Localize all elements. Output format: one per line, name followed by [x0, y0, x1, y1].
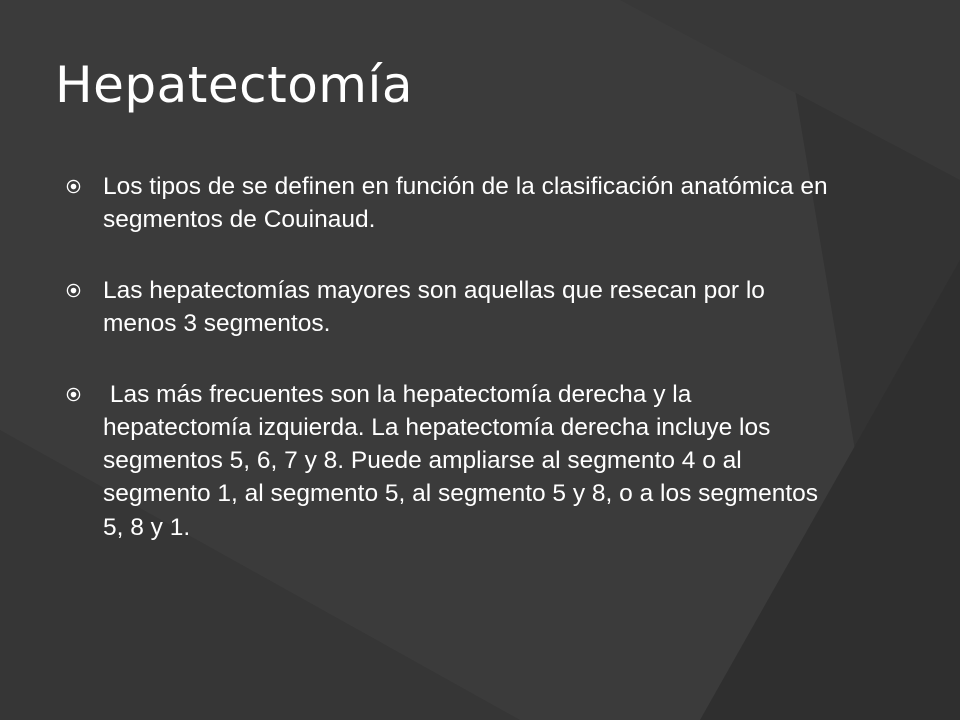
bullet-text: Las más frecuentes son la hepatectomía derecha y la hepatectomía izquierda. La hepatectomía derecha incluye los segmentos 5, 6, 7 y 8. Puede ampliarse al segmento 4 o al segmento 1, al segmento 5, al segmento 5 y 8, o a los segmentos 5, 8 y 1.: [103, 381, 825, 541]
circled-dot-bullet-icon: [66, 283, 81, 298]
bullet-item: [66, 170, 836, 236]
slide-title: Hepatectomía: [55, 56, 414, 114]
circled-dot-bullet-icon: [66, 387, 81, 402]
bullet-text: Los tipos de se definen en función de la clasificación anatómica en segmentos de Couinaud.: [103, 173, 828, 234]
circled-dot-bullet-icon: [66, 179, 81, 194]
background-wedge-top-right: [620, 0, 960, 180]
bullet-text: Las hepatectomías mayores son aquellas que resecan por lo menos 3 segmentos.: [103, 277, 765, 338]
bullet-list: [66, 170, 836, 544]
bullet-item: [66, 274, 836, 340]
bullet-item: [66, 378, 836, 543]
